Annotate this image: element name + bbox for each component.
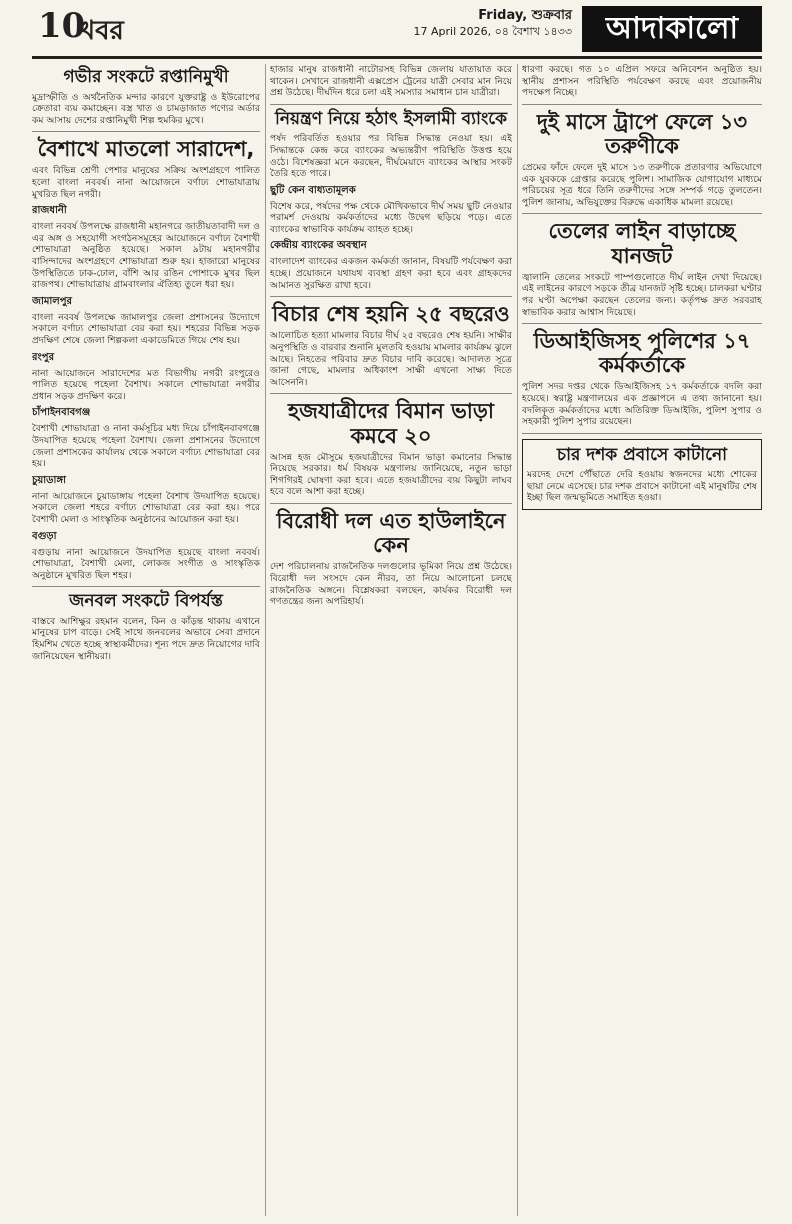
- article-body: বাংলা নববর্ষ উপলক্ষে জামালপুর জেলা প্রশাসনের উদ্যোগে সকালে বর্ণাঢ্য শোভাযাত্রা বের করা হয়। শহরের বিভিন্ন সড়ক প্রদক্ষিণ শেষে জেলা শিল্পকলা একাডেমিতে গিয়ে শেষ হয়।: [32, 311, 260, 346]
- article-body: এবং বিভিন্ন শ্রেণী পেশার মানুষের সক্রিয় অংশগ্রহণে পালিত হলো বাংলা নববর্ষ। নানা আয়োজনে বর্ণাঢ্য শোভাযাত্রায় মুখরিত ছিল নগরী।: [32, 165, 260, 200]
- headline: বিচার শেষ হয়নি ২৫ বছরেও: [272, 302, 510, 327]
- masthead-rule: [32, 56, 762, 59]
- article-body: বৈশাখী শোভাযাত্রা ও নানা কর্মসূচির মধ্য দিয়ে চাঁপাইনবাবগঞ্জে উদযাপিত হয়েছে পহেলা বৈশাখ। জেলা প্রশাসনের উদ্যোগে জেলা প্রশাসকের কার্যালয় থেকে সকালে বর্ণাঢ্য শোভাযাত্রা বের হয়।: [32, 423, 260, 470]
- boxed-article: [522, 439, 762, 510]
- article-body: বাংলা নববর্ষ উপলক্ষে রাজধানী মহানগরে জাতীয়তাবাদী দল ও এর অঙ্গ ও সহযোগী সংগঠনসমূহের আয়োজনে বর্ণাঢ্য বৈশাখী শোভাযাত্রা অনুষ্ঠিত হয়েছে। সকাল ৯টায় মহানগরীর বাসিন্দাদের অংশগ্রহণে শোভাযাত্রা শুরু হয়। হাজারো মানুষের উপস্থিতিতে ঢাক-ঢোল, বাঁশি আর রঙিন পোশাকে মুখর ছিল রাজপথ। শোভাযাত্রায় গ্রামবাংলার ঐতিহ্য তুলে ধরা হয়।: [32, 221, 260, 291]
- divider: [270, 296, 512, 297]
- article-body: মুদ্রাস্ফীতি ও অর্থনৈতিক মন্দার কারণে যুক্তরাষ্ট্র ও ইউরোপের ক্রেতারা ব্যয় কমাচ্ছেন। বস্ত্র খাত ও চামড়াজাত পণ্যের অর্ডার কম আসায় দেশের রপ্তানিমুখী শিল্প হুমকির মুখে।: [32, 91, 260, 126]
- divider: [270, 104, 512, 105]
- article-body: ধারণা করছে। গত ১০ এপ্রিল সফরে অনিবেশন অনুষ্ঠিত হয়। স্থানীয় প্রশাসন পরিস্থিতি পর্যবেক্ষণ করছে এবং প্রয়োজনীয় পদক্ষেপ নিচ্ছে।: [522, 64, 762, 99]
- article-body: প্রেমের ফাঁদে ফেলে দুই মাসে ১৩ তরুণীকে প্রতারণার অভিযোগে এক যুবককে গ্রেপ্তার করেছে পুলিশ। সামাজিক যোগাযোগ মাধ্যমে পরিচয়ের সূত্র ধরে তিনি তরুণীদের সঙ্গে সম্পর্ক গড়ে তুলতেন। পুলিশ জানায়, অভিযুক্তের বিরুদ্ধে একাধিক মামলা রয়েছে।: [522, 162, 762, 208]
- article-body: দেশ পরিচালনায় রাজনৈতিক দলগুলোর ভূমিকা নিয়ে প্রশ্ন উঠেছে। বিরোধী দল সংসদে কেন নীরব, তা নিয়ে আলোচনা চলছে রাজনৈতিক অঙ্গনে। বিশ্লেষকরা বলছেন, কার্যকর বিরোধী দল গণতন্ত্রের জন্য অপরিহার্য।: [270, 561, 512, 608]
- newspaper-logo: আদাকালো: [582, 6, 762, 52]
- headline: তেলের লাইন বাড়াচ্ছে যানজট: [548, 219, 736, 268]
- article-body: পর্ষদ পরিবর্তিত হওয়ার পর বিভিন্ন সিদ্ধান্ত নেওয়া হয়। এই সিদ্ধান্তকে কেন্দ্র করে ব্যাংকের অভ্যন্তরীণ পরিস্থিতি উত্তপ্ত হয়ে ওঠে। বিশেষজ্ঞরা মনে করছেন, দীর্ঘমেয়াদে ব্যাংকের আস্থার সংকট তৈরি হতে পারে।: [270, 133, 512, 180]
- subheading: রাজধানী: [32, 205, 67, 217]
- headline: চার দশক প্রবাসে কাটানো: [556, 444, 728, 465]
- page-number: 10: [38, 6, 86, 46]
- subheading: কেন্দ্রীয় ব্যাংকের অবস্থান: [270, 240, 367, 252]
- article-body: নানা আয়োজনে চুয়াডাঙ্গায় পহেলা বৈশাখ উদযাপিত হয়েছে। সকালে জেলা শহরে বর্ণাঢ্য শোভাযাত্রা বের করা হয়। পরে বৈশাখী মেলা ও সাংস্কৃতিক অনুষ্ঠানের আয়োজন করা হয়।: [32, 490, 260, 525]
- subheading: চুয়াডাঙ্গা: [32, 474, 66, 486]
- divider: [522, 323, 762, 324]
- article-body: জ্বালানি তেলের সংকটে পাম্পগুলোতে দীর্ঘ লাইন দেখা দিয়েছে। এই লাইনের কারণে সড়কে তীব্র যানজট সৃষ্টি হচ্ছে। চালকরা ঘণ্টার পর ঘণ্টা অপেক্ষা করছেন তেলের জন্য। কর্তৃপক্ষ দ্রুত সরবরাহ স্বাভাবিক করার আশ্বাস দিয়েছে।: [522, 271, 762, 318]
- column-1: [32, 64, 260, 1216]
- article-body: আলোচিত হত্যা মামলার বিচার দীর্ঘ ২৫ বছরেও শেষ হয়নি। সাক্ষীর অনুপস্থিতি ও বারবার শুনানি মুলতবি হওয়ায় মামলার কার্যক্রম ঝুলে আছে। নিহতের পরিবার দ্রুত বিচার দাবি করেছে। আদালত সূত্রে জানা গেছে, মামলার অধিকাংশ সাক্ষী এখনো সাক্ষ্য দিতে আসেননি।: [270, 330, 512, 388]
- subheading: রংপুর: [32, 351, 55, 363]
- subheading: জামালপুর: [32, 295, 73, 307]
- column-2: [270, 64, 512, 1216]
- headline: দুই মাসে ট্রাপে ফেলে ১৩ তরুণীকে: [536, 109, 748, 158]
- headline: হজযাত্রীদের বিমান ভাড়া কমবে ২০: [288, 399, 494, 448]
- subheading: চাঁপাইনবাবগঞ্জ: [32, 407, 91, 419]
- divider: [32, 586, 260, 587]
- subheading: ছুটি কেন বাধ্যতামূলক: [270, 184, 356, 196]
- column-divider: [265, 64, 266, 1216]
- divider: [522, 104, 762, 105]
- article-body: বগুড়ায় নানা আয়োজনে উদযাপিত হয়েছে বাংলা নববর্ষ। শোভাযাত্রা, বৈশাখী মেলা, লোকজ সংগীত ও সাংস্কৃতিক অনুষ্ঠানে মুখরিত ছিল শহর।: [32, 546, 260, 581]
- article-body: আসন্ন হজ মৌসুমে হজযাত্রীদের বিমান ভাড়া কমানোর সিদ্ধান্ত নিয়েছে সরকার। ধর্ম বিষয়ক মন্ত্রণালয় জানিয়েছে, নতুন ভাড়া শিগগিরই ঘোষণা করা হবে। এতে হজযাত্রীদের ব্যয় কিছুটা লাঘব হবে বলে আশা করা হচ্ছে।: [270, 451, 512, 498]
- article-body: হাজার মানুষ রাজধানী নাটোরসহ বিভিন্ন জেলায় যাতায়াত করে থাকেন। সেখানে রাজধানী এক্সপ্রেস ট্রেনের যাত্রী সেবার মান নিয়ে প্রশ্ন উঠেছে। দীর্ঘদিন ধরে চলা এই সমস্যার সমাধান চান যাত্রীরা।: [270, 64, 512, 99]
- masthead: [0, 0, 792, 58]
- column-divider: [517, 64, 518, 1216]
- article-body: বাংলাদেশ ব্যাংকের একজন কর্মকর্তা জানান, বিষয়টি পর্যবেক্ষণ করা হচ্ছে। প্রয়োজনে যথাযথ ব্যবস্থা গ্রহণ করা হবে এবং গ্রাহকদের আমানত সুরক্ষিত রাখা হবে।: [270, 256, 512, 291]
- column-3: [522, 64, 762, 1216]
- headline: নিয়ন্ত্রণ নিয়ে হঠাৎ ইসলামী ব্যাংকে: [274, 108, 507, 129]
- article-body: বিশেষ করে, পর্ষদের পক্ষ থেকে মৌখিকভাবে দীর্ঘ সময় ছুটি নেওয়ার পরামর্শ দেওয়ায় কর্মকর্তাদের মধ্যে উদ্বেগ ছড়িয়ে পড়ে। এতে ব্যাংকের স্বাভাবিক কার্যক্রম ব্যাহত হচ্ছে।: [270, 200, 512, 235]
- article-body: বাস্তবে আশিক্ষুর রহমান বলেন, কিন ও কাঁড়ন্ত থাকায় এখানে মানুষের চাপ বাড়ে। সেই সাথে জনবলের অভাবে সেবা প্রদানে হিমশিম খেতে হচ্ছে স্বাস্থ্যকর্মীদের। শূন্য পদে দ্রুত নিয়োগের দাবি জানিয়েছেন স্থানীয়রা।: [32, 615, 260, 662]
- date-label: 17 April 2026, ০৪ বৈশাখ ১৪৩৩: [413, 25, 572, 38]
- divider: [522, 433, 762, 434]
- divider: [270, 503, 512, 504]
- article-body: মরদেহ দেশে পৌঁছাতে দেরি হওয়ায় স্বজনদের মধ্যে শোকের ছায়া নেমে এসেছে। চার দশক প্রবাসে কাটানো এই মানুষটির শেষ ইচ্ছা ছিল জন্মভূমিতে সমাহিত হওয়া।: [527, 469, 757, 504]
- article-body: নানা আয়োজনে সারাদেশের মত বিভাগীয় নগরী রংপুরেও পালিত হয়েছে পহেলা বৈশাখ। সকালে শোভাযাত্রা নগরীর প্রধান সড়ক প্রদক্ষিণ করে।: [32, 367, 260, 402]
- headline: বৈশাখে মাতলো সারাদেশ,: [37, 137, 255, 162]
- day-label: Friday, শুক্রবার: [478, 8, 572, 23]
- subheading: বগুড়া: [32, 530, 57, 542]
- divider: [270, 393, 512, 394]
- headline: বিরোধী দল এত হাউলাইনে কেন: [276, 509, 506, 558]
- section-name: খবর: [78, 16, 124, 46]
- headline: ডিআইজিসহ পুলিশের ১৭ কর্মকর্তাকে: [533, 329, 751, 378]
- headline: জনবল সংকটে বিপর্যস্ত: [69, 591, 223, 612]
- dateline: [414, 8, 572, 40]
- divider: [522, 213, 762, 214]
- headline: গভীর সংকটে রপ্তানিমুখী: [63, 67, 229, 87]
- divider: [32, 131, 260, 132]
- article-body: পুলিশ সদর দপ্তর থেকে ডিআইজিসহ ১৭ কর্মকর্তাকে বদলি করা হয়েছে। স্বরাষ্ট্র মন্ত্রণালয়ের এক প্রজ্ঞাপনে এ তথ্য জানানো হয়। বদলিকৃত কর্মকর্তাদের মধ্যে অতিরিক্ত ডিআইজি, পুলিশ সুপার ও সহকারী পুলিশ সুপার রয়েছেন।: [522, 381, 762, 428]
